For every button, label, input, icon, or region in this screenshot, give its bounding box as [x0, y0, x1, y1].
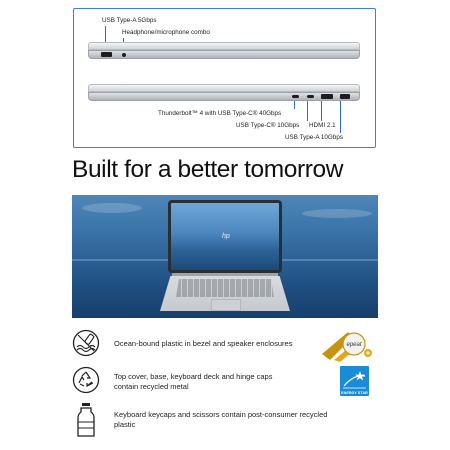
energy-star-icon	[340, 368, 369, 390]
leader-line-usb-a-10	[340, 101, 341, 133]
usb-c-port-icon	[307, 95, 314, 98]
leader-line-thunderbolt	[294, 101, 295, 109]
hero-image	[72, 195, 378, 318]
hp-logo: hp	[222, 233, 230, 240]
energy-star-label: ENERGY STAR	[341, 391, 368, 395]
sky-cloud	[82, 203, 142, 213]
laptop-touchpad	[211, 299, 241, 311]
bottle-icon	[72, 402, 100, 438]
leader-line-hdmi	[321, 101, 322, 121]
thunderbolt-port-icon	[292, 95, 299, 98]
side-lid	[88, 42, 360, 50]
audio-jack-icon	[122, 53, 126, 57]
energy-star-badge	[340, 366, 369, 396]
feature-text-recycled-metal: Top cover, base, keyboard deck and hinge caps contain recycled metal	[114, 372, 273, 391]
port-label-headphone-combo: Headphone/microphone combo	[122, 29, 210, 36]
laptop-hinge	[172, 273, 278, 276]
feature-text-ocean-plastic: Ocean-bound plastic in bezel and speaker enclosures	[114, 339, 293, 348]
laptop-right-side-view	[88, 84, 360, 101]
port-label-usb-a-10gbps: USB Type-A 10Gbps	[285, 134, 343, 141]
leader-line-usb-c	[307, 101, 308, 121]
side-base	[88, 92, 360, 101]
section-headline: Built for a better tomorrow	[72, 156, 344, 183]
port-label-hdmi: HDMI 2.1	[309, 122, 336, 129]
port-label-usb-a-5gbps: USB Type-A 5Gbps	[102, 17, 157, 24]
recycled-metal-icon	[72, 366, 100, 394]
port-label-thunderbolt: Thunderbolt™ 4 with USB Type-C® 40Gbps	[158, 110, 282, 117]
side-base	[88, 50, 360, 59]
feature-text-recycled-plastic: Keyboard keycaps and scissors contain post-consumer recycled plastic	[114, 410, 328, 429]
port-label-usb-c-10gbps: USB Type-C® 10Gbps	[236, 122, 300, 129]
hdmi-port-icon	[321, 94, 333, 99]
epeat-text: epeat	[346, 342, 362, 348]
usb-a-10-port-icon	[340, 94, 350, 99]
epeat-badge-icon	[320, 330, 374, 364]
laptop-keyboard	[176, 279, 274, 297]
side-lid	[88, 84, 360, 92]
ocean-plastic-icon	[72, 329, 100, 357]
laptop-left-side-view	[88, 42, 360, 59]
sky-cloud	[302, 209, 372, 218]
usb-a-port-icon	[101, 52, 112, 57]
